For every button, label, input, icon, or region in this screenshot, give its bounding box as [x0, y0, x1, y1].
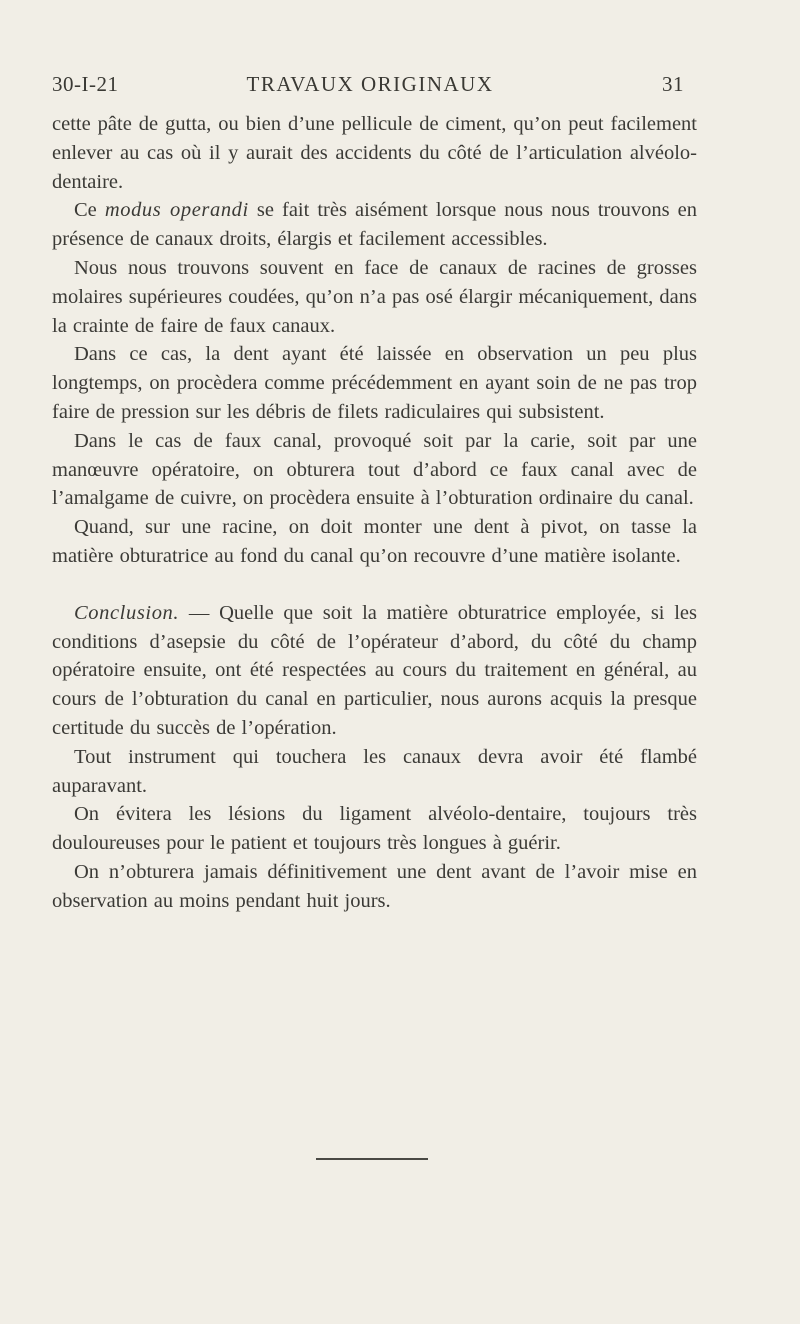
paragraph-text: — Quelle que soit la matière obturatrice employée, si les conditions d’asepsie du côté de l’opérateur d’abord, du côté du champ opératoire ensuite, ont été respectées au cours du traitement en général, au cours de l’obturation du canal en particulier, nous aurons acquis la presque certitude du succès de l’opération.	[52, 601, 697, 739]
paragraph-lead: Ce	[74, 199, 105, 222]
paragraph-text: cette pâte de gutta, ou bien d’une pellicule de ciment, qu’on peut facilement enlever au cas où il y aurait des accidents du côté de l’articulation alvéolo-dentaire.	[52, 113, 697, 193]
paragraph-final	[52, 858, 697, 916]
paragraph-modus-operandi	[52, 196, 697, 254]
paragraph-conclusion	[52, 599, 697, 743]
paragraph-text: On évitera les lésions du ligament alvéolo-dentaire, toujours très douloureuses pour le patient et toujours très longues à guérir.	[52, 803, 697, 855]
page-number: 31	[662, 72, 684, 96]
paragraph-ligament	[52, 800, 697, 858]
conclusion-heading: Conclusion.	[74, 601, 180, 624]
header-issue-number: 30-I-21	[52, 72, 119, 96]
running-header	[52, 72, 688, 100]
article-body	[52, 110, 697, 916]
header-section-title: TRAVAUX ORIGINAUX	[246, 72, 494, 96]
paragraph-text: Quand, sur une racine, on doit monter une dent à pivot, on tasse la matière obturatrice au fond du canal qu’on recouvre d’une matière isolante.	[52, 516, 697, 567]
paragraph-false-canal	[52, 427, 697, 513]
paragraph-continuation	[52, 110, 697, 196]
paragraph-curved-canals	[52, 254, 697, 340]
section-end-rule	[316, 1158, 428, 1160]
paragraph-observation	[52, 340, 697, 426]
paragraph-pivot-tooth	[52, 513, 697, 571]
paragraph-text: Dans ce cas, la dent ayant été laissée en observation un peu plus longtemps, on procèdera comme précédemment en ayant soin de ne pas trop faire de pression sur les débris de filets radiculaires qui subsistent.	[52, 343, 697, 423]
paragraph-text: Dans le cas de faux canal, provoqué soit par la carie, soit par une manœuvre opératoire, on obturera tout d’abord ce faux canal avec de l’amalgame de cuivre, on procèdera ensuite à l’obturation ordinaire du canal.	[52, 429, 697, 510]
paragraph-text: Tout instrument qui touchera les canaux devra avoir été flambé auparavant.	[52, 745, 697, 797]
paragraph-text: se fait très aisément lorsque nous nous trouvons en présence de canaux droits, élargis et facilement accessibles.	[52, 199, 697, 251]
italic-term: modus operandi	[104, 199, 249, 222]
paragraph-text: Nous nous trouvons souvent en face de canaux de racines de grosses molaires supérieures coudées, qu’on n’a pas osé élargir mécaniquement, dans la crainte de faire de faux canaux.	[52, 256, 697, 337]
paragraph-instruments	[52, 743, 697, 801]
paragraph-text: On n’obturera jamais définitivement une dent avant de l’avoir mise en observation au moins pendant huit jours.	[52, 860, 697, 912]
